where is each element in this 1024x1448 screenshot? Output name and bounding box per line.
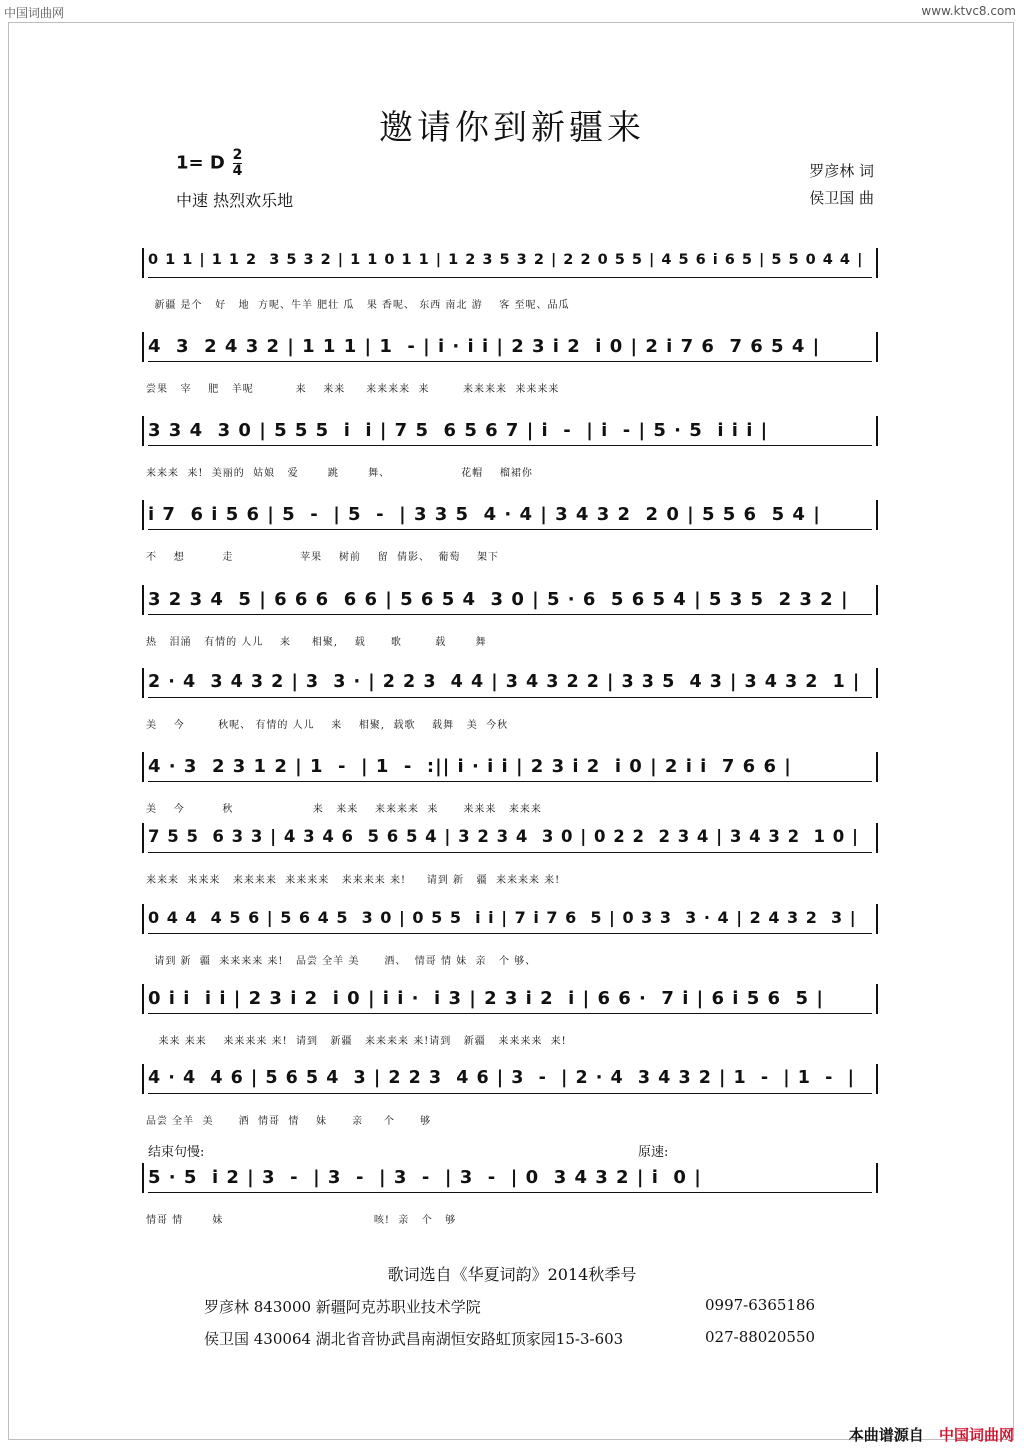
beam-underline (148, 445, 872, 446)
barline-right (876, 585, 878, 615)
beam-underline (148, 529, 872, 530)
lyricist-credit: 罗彦林 词 (809, 162, 874, 180)
lyric-line: 新疆 是个 好 地 方呢、牛羊 肥壮 瓜 果 香呢、 东西 南北 游 客 至呢、品瓜 (146, 300, 570, 311)
barline-left (142, 904, 144, 934)
barline-right (876, 1163, 878, 1193)
notation-row (142, 1064, 878, 1094)
site-url-right: www.ktvc8.com (921, 4, 1016, 18)
tempo-change-label: 结束句慢: (148, 1145, 205, 1160)
barline-left (142, 752, 144, 782)
barline-left (142, 1064, 144, 1094)
beam-underline (148, 1192, 872, 1193)
beam-underline (148, 1093, 872, 1094)
notation-text: 4 · 4 4 6 | 5 6 5 4 3 | 2 2 3 4 6 | 3 - | 2 · 4 3 4 3 2 | 1 - | 1 - | (148, 1068, 855, 1088)
lyric-line: 美 今 秋 来 来来 来来来来 来 来来来 来来来 (146, 804, 542, 815)
tempo-marking: 中速 热烈欢乐地 (176, 191, 294, 210)
site-name-left: 中国词曲网 (4, 6, 65, 20)
notation-text: 0 1 1 | 1 1 2 3 5 3 2 | 1 1 0 1 1 | 1 2 3 5 3 2 | 2 2 0 5 5 | 4 5 6 i 6 5 | 5 5 0 4 4 | (148, 252, 864, 268)
barline-right (876, 904, 878, 934)
barline-right (876, 500, 878, 530)
barline-right (876, 668, 878, 698)
barline-left (142, 668, 144, 698)
notation-row (142, 1163, 878, 1193)
beam-underline (148, 697, 872, 698)
barline-right (876, 823, 878, 853)
barline-left (142, 416, 144, 446)
beam-underline (148, 361, 872, 362)
notation-text: i 7 6 i 5 6 | 5 - | 5 - | 3 3 5 4 · 4 | 3 4 3 2 2 0 | 5 5 6 5 4 | (148, 504, 821, 525)
page-border (8, 22, 1014, 1440)
lyric-line: 来来来 来! 美丽的 姑娘 爱 跳 舞、 花帽 榴裙你 (146, 468, 533, 479)
lyric-line: 尝果 宰 肥 羊呢 来 来来 来来来来 来 来来来来 来来来来 (146, 384, 560, 395)
barline-right (876, 1064, 878, 1094)
notation-text: 4 3 2 4 3 2 | 1 1 1 | 1 - | i · i i | 2 3 i 2 i 0 | 2 i 7 6 7 6 5 4 | (148, 336, 821, 357)
notation-row (142, 984, 878, 1014)
meter-denominator: 4 (232, 163, 243, 179)
notation-text: 3 3 4 3 0 | 5 5 5 i i | 7 5 6 5 6 7 | i - | i - | 5 · 5 i i i | (148, 420, 769, 441)
beam-underline (148, 277, 872, 278)
notation-row (142, 823, 878, 853)
barline-right (876, 984, 878, 1014)
notation-row (142, 248, 878, 278)
notation-text: 0 i i i i | 2 3 i 2 i 0 | i i · i 3 | 2 3 i 2 i | 6 6 · 7 i | 6 i 5 6 5 | (148, 988, 824, 1009)
notation-row (142, 752, 878, 782)
lyric-line: 来来 来来 来来来来 来! 请到 新疆 来来来来 来!请到 新疆 来来来来 来! (146, 1036, 567, 1047)
time-signature (233, 148, 243, 179)
source-note (849, 1424, 1014, 1445)
lyric-line: 品尝 全羊 美 酒 情哥 情 妹 亲 个 够 (146, 1116, 432, 1127)
notation-row (142, 500, 878, 530)
notation-text: 2 · 4 3 4 3 2 | 3 3 · | 2 2 3 4 4 | 3 4 3 2 2 | 3 3 5 4 3 | 3 4 3 2 1 | (148, 672, 861, 692)
key-label: 1= D (176, 152, 225, 174)
key-signature (176, 148, 242, 179)
meter-numerator: 2 (232, 147, 243, 163)
beam-underline (148, 1013, 872, 1014)
beam-underline (148, 852, 872, 853)
notation-row (142, 416, 878, 446)
barline-left (142, 585, 144, 615)
beam-underline (148, 781, 872, 782)
barline-left (142, 248, 144, 278)
notation-row (142, 668, 878, 698)
lyricist-contact: 罗彦林 843000 新疆阿克苏职业技术学院 (204, 1298, 481, 1316)
lyric-line: 来来来 来来来 来来来来 来来来来 来来来来 来! 请到 新 疆 来来来来 来! (146, 875, 561, 886)
beam-underline (148, 614, 872, 615)
composer-credit: 侯卫国 曲 (809, 189, 874, 207)
lyric-line: 情哥 情 妹 咳! 亲 个 够 (146, 1215, 457, 1226)
barline-left (142, 984, 144, 1014)
composer-contact: 侯卫国 430064 湖北省音协武昌南湖恒安路虹顶家园15-3-603 (204, 1330, 624, 1348)
barline-right (876, 416, 878, 446)
song-title: 邀请你到新疆来 (379, 108, 645, 148)
notation-text: 7 5 5 6 3 3 | 4 3 4 6 5 6 5 4 | 3 2 3 4 3 0 | 0 2 2 2 3 4 | 3 4 3 2 1 0 | (148, 827, 860, 846)
source-note-brand: 中国词曲网 (938, 1426, 1014, 1444)
barline-left (142, 1163, 144, 1193)
tempo-resume-label: 原速: (638, 1145, 669, 1160)
notation-text: 4 · 3 2 3 1 2 | 1 - | 1 - :|| i · i i | 2 3 i 2 i 0 | 2 i i 7 6 6 | (148, 756, 792, 777)
barline-left (142, 823, 144, 853)
barline-right (876, 248, 878, 278)
notation-text: 5 · 5 i 2 | 3 - | 3 - | 3 - | 3 - | 0 3 4 3 2 | i 0 | (148, 1167, 702, 1188)
lyrics-source: 歌词选自《华夏词韵》2014秋季号 (387, 1265, 637, 1284)
lyric-line: 美 今 秋呢、 有情的 人儿 来 相聚, 载歌 载舞 美 今秋 (146, 720, 509, 731)
notation-row (142, 904, 878, 934)
barline-left (142, 332, 144, 362)
lyric-line: 热 泪涌 有情的 人儿 来 相聚, 载 歌 载 舞 (146, 637, 487, 648)
beam-underline (148, 933, 872, 934)
barline-left (142, 500, 144, 530)
notation-row (142, 585, 878, 615)
barline-right (876, 752, 878, 782)
source-note-label: 本曲谱源自 (848, 1426, 924, 1444)
barline-right (876, 332, 878, 362)
lyric-line: 请到 新 疆 来来来来 来! 品尝 全羊 美 酒、 情哥 情 妹 亲 个 够、 (146, 956, 537, 967)
lyricist-phone: 0997-6365186 (705, 1296, 816, 1314)
notation-row (142, 332, 878, 362)
composer-phone: 027-88020550 (705, 1328, 816, 1346)
lyric-line: 不 想 走 苹果 树前 留 倩影、 葡萄 架下 (146, 552, 500, 563)
notation-text: 3 2 3 4 5 | 6 6 6 6 6 | 5 6 5 4 3 0 | 5 · 6 5 6 5 4 | 5 3 5 2 3 2 | (148, 589, 849, 610)
notation-text: 0 4 4 4 5 6 | 5 6 4 5 3 0 | 0 5 5 i i | 7 i 7 6 5 | 0 3 3 3 · 4 | 2 4 3 2 3 | (148, 908, 857, 927)
